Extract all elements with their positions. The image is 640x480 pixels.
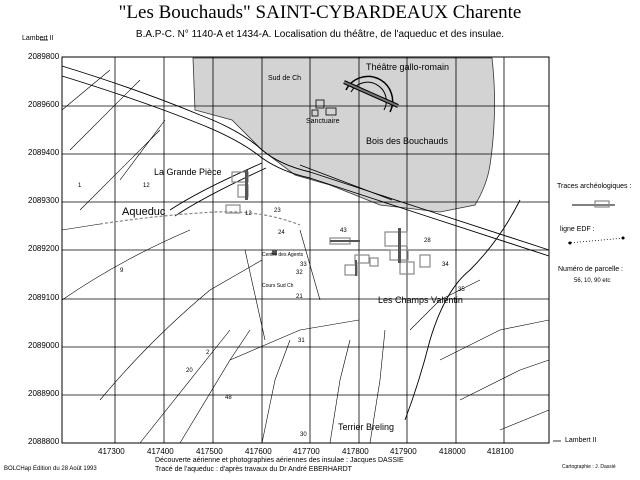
legend-parcel-label: Numéro de parcelle : (558, 266, 623, 273)
y-label-0: 2089800 (28, 52, 60, 61)
place-aqueduc: Aqueduc (122, 206, 166, 218)
footer-edition: BOLCHap Edition du 28 Août 1993 (4, 466, 97, 472)
parcel-number: 30 (300, 432, 307, 438)
parcel-number: 12 (143, 183, 150, 189)
parcel-number: 2 (206, 350, 210, 356)
x-label-6: 417900 (390, 447, 417, 456)
x-label-5: 417800 (342, 447, 369, 456)
y-label-4: 2089200 (28, 244, 60, 253)
place-grande-piece: La Grande Pièce (154, 167, 222, 177)
parcel-number: 33 (300, 262, 307, 268)
parcel-number: 43 (340, 228, 347, 234)
x-label-8: 418100 (487, 447, 514, 456)
parcel-number: 12 (245, 211, 252, 217)
legend-traces-label: Traces archéologiques : (557, 183, 632, 190)
place-theatre: Théâtre gallo-romain (366, 62, 450, 72)
map-subtitle: B.A.P-C. N° 1140-A et 1434-A. Localisation du théâtre, de l'aqueduc et des insulae. (135, 29, 505, 40)
footer-credit-1: Découverte aérienne et photographies aériennes des insulae : Jacques DASSIE (155, 457, 404, 464)
projection-label-bottom: Lambert II (565, 437, 597, 444)
projection-label-top: Lambert II (22, 35, 54, 42)
legend-symbols (568, 201, 625, 245)
y-label-8: 2088800 (28, 437, 60, 446)
place-champs-valentin: Les Champs Valentin (378, 295, 463, 305)
x-label-1: 417400 (147, 447, 174, 456)
y-label-2: 2089400 (28, 148, 60, 157)
parcel-number: 24 (278, 230, 285, 236)
parcel-number: 9 (120, 268, 124, 274)
place-small-b: Cours Sud Ch (262, 283, 294, 289)
place-site-label: Sud de Ch (268, 75, 302, 82)
y-label-3: 2089300 (28, 196, 60, 205)
x-label-4: 417700 (293, 447, 320, 456)
x-label-2: 417500 (196, 447, 223, 456)
x-label-0: 417300 (98, 447, 125, 456)
parcel-number: 21 (296, 294, 303, 300)
y-label-7: 2088900 (28, 389, 60, 398)
footer-author: Cartographie : J. Dassié (562, 464, 616, 470)
y-label-5: 2089100 (28, 293, 60, 302)
parcel-number: 35 (458, 287, 465, 293)
parcel-number: 32 (296, 270, 303, 276)
parcel-number: 1 (78, 183, 82, 189)
y-label-6: 2089000 (28, 341, 60, 350)
place-sanctuaire: Sanctuaire (306, 118, 340, 125)
place-small-a: Centre des Agents (262, 252, 304, 258)
parcel-number: 31 (298, 338, 305, 344)
parcel-number: 34 (442, 262, 449, 268)
map-title: "Les Bouchauds" SAINT-CYBARDEAUX Charente (118, 2, 522, 23)
footer-credit-2: Tracé de l'aqueduc : d'après travaux du Dr André EBERHARDT (155, 466, 352, 473)
parcel-number: 23 (274, 208, 281, 214)
y-label-1: 2089600 (28, 100, 60, 109)
x-label-7: 418000 (439, 447, 466, 456)
place-bois: Bois des Bouchauds (366, 136, 449, 146)
x-label-3: 417600 (245, 447, 272, 456)
parcel-number: 20 (186, 368, 193, 374)
legend-edf-label: ligne EDF : (560, 226, 595, 233)
parcel-number: 48 (225, 395, 232, 401)
place-terrier-breling: Terrier Breling (338, 422, 395, 432)
parcel-number: 28 (424, 238, 431, 244)
legend-parcel-examples: 56, 10, 90 etc (574, 278, 611, 284)
